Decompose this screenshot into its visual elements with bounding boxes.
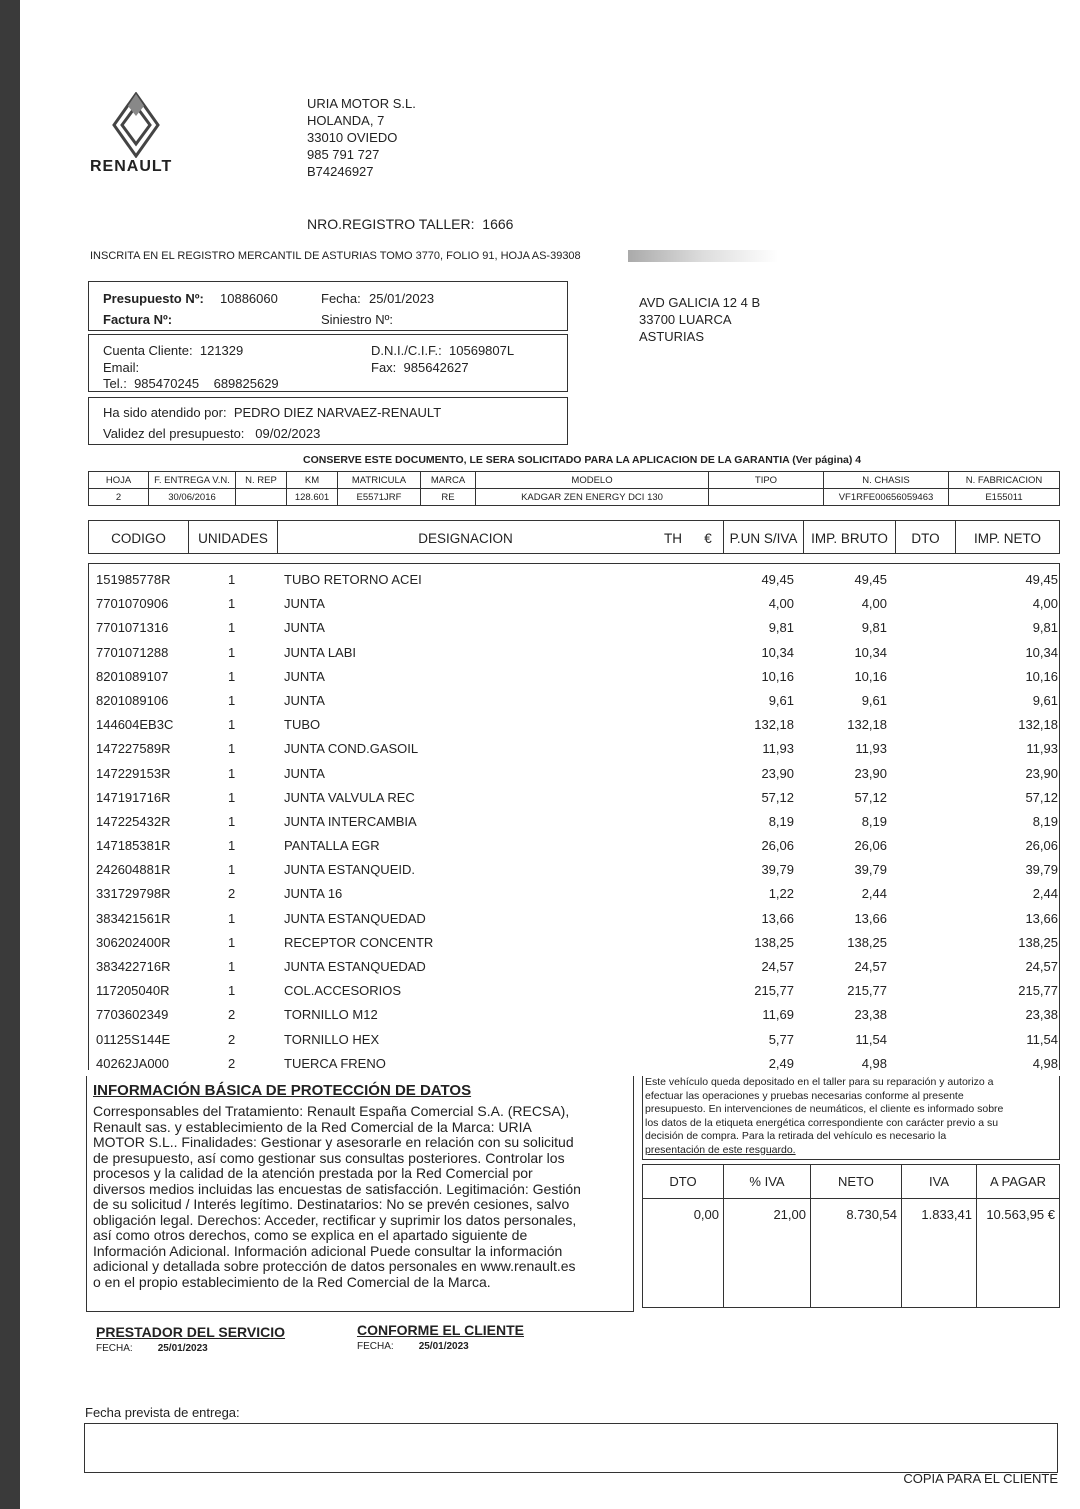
- cell-neto: 13,66: [1025, 910, 1058, 926]
- cell-pun: 11,93: [762, 741, 794, 757]
- company-line: 33010 OVIEDO: [307, 130, 398, 145]
- cliente-fecha: FECHA: 25/01/2023: [357, 1341, 469, 1352]
- table-row: [88, 882, 1060, 906]
- cell-bruto: 49,45: [854, 572, 887, 587]
- cell-pun: 4,00: [768, 596, 794, 612]
- validez: Validez del presupuesto: 09/02/2023: [103, 426, 321, 441]
- cell-neto: 4,00: [1032, 596, 1058, 612]
- items-list: [88, 568, 1060, 1076]
- company-line: B74246927: [307, 164, 374, 179]
- cell-neto: 10,16: [1025, 668, 1058, 684]
- company-line: 985 791 727: [307, 147, 380, 162]
- renault-logo: [88, 92, 188, 182]
- registro-mercantil: INSCRITA EN EL REGISTRO MERCANTIL DE ASTURIAS TOMO 3770, FOLIO 91, HOJA AS-39308: [90, 250, 581, 262]
- cell-bruto: 24,57: [854, 959, 887, 974]
- privacy-text: [93, 1104, 581, 1290]
- vehicle-value: RE: [421, 489, 476, 506]
- table-row: [88, 1003, 1060, 1027]
- cell-designacion: TUERCA FRENO: [284, 1055, 386, 1071]
- cell-designacion: JUNTA: [284, 596, 325, 612]
- vehicle-header: F. ENTREGA V.N.: [149, 472, 236, 489]
- totals-header: DTO: [643, 1165, 724, 1199]
- cell-unidades: 1: [228, 692, 236, 708]
- cell-bruto: 8,19: [861, 813, 887, 829]
- cell-designacion: TUBO RETORNO ACEI: [284, 572, 422, 587]
- cell-unidades: 1: [228, 717, 236, 733]
- totals-header: NETO: [811, 1165, 902, 1199]
- invoice-page: [20, 0, 1080, 1509]
- cell-unidades: 1: [228, 668, 236, 684]
- cell-designacion: COL.ACCESORIOS: [284, 983, 402, 999]
- table-row: [88, 568, 1060, 592]
- cell-designacion: TUBO: [284, 717, 321, 733]
- fecha-value: 25/01/2023: [369, 291, 435, 306]
- entrega-label: Fecha prevista de entrega:: [85, 1405, 240, 1420]
- cell-bruto: 11,54: [855, 1031, 887, 1047]
- renault-diamond-icon: [106, 92, 166, 158]
- cell-codigo: 7701071316: [96, 620, 169, 636]
- cell-neto: 138,25: [1018, 934, 1058, 950]
- cell-neto: 11,93: [1026, 741, 1058, 757]
- vehicle-header: N. FABRICACION: [949, 472, 1060, 489]
- fax: Fax: 985642627: [371, 360, 469, 375]
- totals-iva-pct: 21,00: [724, 1199, 811, 1308]
- cell-designacion: JUNTA ESTANQUEDAD: [284, 910, 426, 926]
- totals-dto: 0,00: [643, 1199, 724, 1308]
- cell-unidades: 1: [228, 765, 236, 781]
- cell-designacion: RECEPTOR CONCENTR: [284, 934, 434, 950]
- prestador-fecha: FECHA: 25/01/2023: [96, 1343, 208, 1354]
- privacy-line: Información Adicional. Información adicional Puede consultar la información: [93, 1242, 563, 1259]
- cell-designacion: JUNTA ESTANQUEDAD: [284, 959, 426, 974]
- brand-name: RENAULT: [90, 158, 173, 175]
- totals-header: % IVA: [724, 1165, 811, 1199]
- cell-unidades: 1: [228, 741, 236, 757]
- cell-neto: 49,45: [1025, 572, 1058, 587]
- deposit-line: Este vehículo queda depositado en el taller para su reparación y autorizo a: [645, 1076, 994, 1088]
- cell-unidades: 2: [228, 1031, 236, 1047]
- cell-pun: 1,22: [768, 886, 794, 902]
- atendido-por: Ha sido atendido por: PEDRO DIEZ NARVAEZ-RENAULT: [103, 405, 442, 420]
- cell-codigo: 147229153R: [96, 765, 171, 781]
- cell-unidades: 2: [228, 1055, 236, 1071]
- table-row: [88, 713, 1060, 737]
- privacy-line: obligación legal. Derechos: Acceder, rectificar y suprimir los datos personales,: [93, 1211, 577, 1228]
- totals-a-pagar: 10.563,95 €: [977, 1199, 1060, 1308]
- dni: D.N.I./C.I.F.: 10569807L: [371, 343, 515, 358]
- vehicle-header: HOJA: [89, 472, 149, 489]
- company-line: HOLANDA, 7: [307, 113, 385, 128]
- cell-unidades: 1: [228, 838, 236, 854]
- cell-neto: 24,57: [1025, 959, 1058, 974]
- privacy-line: de su solicitud / Interés legítimo. Destinatarios: No se prevén cesiones, salvo: [93, 1196, 570, 1212]
- siniestro-label: Siniestro Nº:: [321, 312, 393, 327]
- cell-neto: 8,19: [1032, 813, 1058, 829]
- deposit-line: presentación de este resguardo.: [645, 1143, 796, 1156]
- cell-codigo: 40262JA000: [96, 1055, 170, 1071]
- cell-pun: 39,79: [761, 862, 794, 878]
- cell-bruto: 13,66: [854, 910, 887, 926]
- presupuesto-label: Presupuesto Nº:: [103, 291, 204, 306]
- cell-neto: 23,38: [1025, 1007, 1058, 1023]
- table-row: [88, 689, 1060, 713]
- cell-bruto: 26,06: [854, 838, 887, 854]
- company-block: [307, 95, 416, 180]
- cell-neto: 23,90: [1025, 765, 1058, 781]
- cell-pun: 9,81: [768, 620, 794, 636]
- deposit-line: decisión de compra. Para la retirada del vehículo es necesario la: [645, 1130, 947, 1142]
- cell-neto: 39,79: [1025, 862, 1058, 878]
- cell-bruto: 10,16: [854, 668, 887, 684]
- totals-header: A PAGAR: [977, 1165, 1060, 1199]
- cell-pun: 26,06: [761, 838, 794, 854]
- table-row: [88, 641, 1060, 665]
- vehicle-value: E155011: [949, 489, 1060, 506]
- cell-codigo: 147191716R: [96, 789, 171, 805]
- cell-bruto: 39,79: [854, 862, 887, 878]
- cell-designacion: JUNTA INTERCAMBIA: [284, 813, 417, 829]
- totals-value-row: [643, 1199, 1060, 1308]
- cell-designacion: TORNILLO M12: [284, 1007, 378, 1023]
- cell-neto: 132,18: [1018, 717, 1058, 733]
- privacy-line: MOTOR S.L.. Finalidades: Gestionar y asesorarle en relación con su solicitud: [93, 1134, 574, 1150]
- cell-bruto: 9,81: [861, 620, 887, 636]
- cell-unidades: 1: [228, 959, 236, 974]
- fecha-label: Fecha:: [321, 291, 361, 306]
- cell-pun: 10,16: [761, 668, 794, 684]
- deposit-note: [645, 1076, 1003, 1157]
- header-pun: P.UN S/IVA: [723, 521, 803, 553]
- cell-bruto: 132,18: [847, 717, 887, 733]
- table-row: [88, 786, 1060, 810]
- vehicle-header-row: [89, 472, 1060, 489]
- cell-designacion: JUNTA 16: [284, 886, 343, 902]
- table-row: [88, 665, 1060, 689]
- cell-unidades: 1: [228, 910, 236, 926]
- cell-designacion: PANTALLA EGR: [284, 838, 380, 854]
- cell-bruto: 138,25: [847, 934, 887, 950]
- privacy-line: Corresponsables del Tratamiento: Renault España Comercial S.A. (RECSA),: [93, 1103, 570, 1119]
- cell-unidades: 1: [228, 620, 236, 636]
- header-th: TH: [664, 531, 682, 546]
- cell-pun: 215,77: [754, 983, 794, 999]
- cell-neto: 9,81: [1032, 620, 1058, 636]
- cell-designacion: JUNTA: [284, 620, 325, 636]
- company-line: URIA MOTOR S.L.: [307, 96, 416, 111]
- cell-codigo: 144604EB3C: [96, 717, 174, 733]
- table-row: [88, 931, 1060, 955]
- cell-pun: 11,69: [762, 1007, 794, 1023]
- cell-neto: 2,44: [1032, 886, 1058, 902]
- cell-codigo: 117205040R: [96, 983, 170, 999]
- cliente-label: CONFORME EL CLIENTE: [357, 1322, 524, 1338]
- table-row: [88, 762, 1060, 786]
- cell-codigo: 7703602349: [96, 1007, 169, 1023]
- cell-neto: 9,61: [1032, 692, 1058, 708]
- cell-unidades: 1: [228, 789, 236, 805]
- cell-designacion: JUNTA COND.GASOIL: [284, 741, 419, 757]
- cell-pun: 23,90: [761, 765, 794, 781]
- cell-pun: 49,45: [761, 572, 794, 587]
- cell-codigo: 147225432R: [96, 813, 171, 829]
- cell-neto: 11,54: [1026, 1031, 1058, 1047]
- cell-codigo: 306202400R: [96, 934, 171, 950]
- vehicle-header: N. REP: [236, 472, 287, 489]
- cell-unidades: 1: [228, 813, 236, 829]
- email-label: Email:: [103, 360, 140, 375]
- table-row: [88, 810, 1060, 834]
- vehicle-value: E5571JRF: [338, 489, 421, 506]
- privacy-line: así como otros derechos, como se explica en el apartado siguiente de: [93, 1227, 528, 1243]
- header-bruto: IMP. BRUTO: [803, 521, 895, 553]
- cell-pun: 13,66: [761, 910, 794, 926]
- cell-pun: 9,61: [768, 692, 794, 708]
- header-designacion: DESIGNACION: [277, 521, 653, 553]
- registro-taller: NRO.REGISTRO TALLER: 1666: [307, 216, 514, 232]
- privacy-line: o en el propio establecimiento de la Red Comercial de la Marca.: [93, 1273, 491, 1290]
- table-row: [88, 955, 1060, 979]
- vehicle-header: MARCA: [421, 472, 476, 489]
- cell-pun: 2,49: [768, 1055, 794, 1071]
- vehicle-table: [88, 471, 1060, 506]
- table-row: [88, 737, 1060, 761]
- cell-codigo: 8201089106: [96, 692, 169, 708]
- factura-label: Factura Nº:: [103, 312, 173, 327]
- table-row: [88, 616, 1060, 640]
- cell-codigo: 383422716R: [96, 959, 171, 974]
- header-codigo: CODIGO: [111, 531, 166, 546]
- privacy-line: procesos y la calidad de la atención prestada por la Red Comercial por: [93, 1165, 533, 1181]
- address-line: 33700 LUARCA: [639, 312, 732, 327]
- cell-neto: 57,12: [1025, 789, 1058, 805]
- totals-neto: 8.730,54: [811, 1199, 902, 1308]
- cell-neto: 10,34: [1025, 644, 1058, 660]
- redacted-area: [628, 250, 778, 262]
- vehicle-header: N. CHASIS: [824, 472, 949, 489]
- presupuesto-box: [88, 281, 568, 331]
- privacy-line: diversos medios incluidas las encuestas de satisfacción. Legitimación: Gestión: [93, 1180, 581, 1197]
- copia-cliente: COPIA PARA EL CLIENTE: [903, 1471, 1058, 1486]
- cell-bruto: 9,61: [861, 692, 887, 708]
- privacy-line: Renault sas. y establecimiento de la Red Comercial de la Marca: URIA: [93, 1118, 532, 1135]
- cell-unidades: 1: [228, 572, 236, 587]
- header-unidades: UNIDADES: [188, 521, 277, 553]
- vehicle-value-row: [89, 489, 1060, 506]
- cell-bruto: 2,44: [861, 886, 887, 902]
- cell-codigo: 151985778R: [96, 572, 171, 587]
- vehicle-value: 30/06/2016: [149, 489, 236, 506]
- cell-codigo: 01125S144E: [96, 1031, 171, 1047]
- cell-codigo: 242604881R: [96, 862, 171, 878]
- cell-designacion: TORNILLO HEX: [284, 1031, 380, 1047]
- cell-unidades: 1: [228, 862, 236, 878]
- cell-bruto: 11,93: [855, 741, 887, 757]
- cliente-box: [88, 334, 568, 392]
- totals-header: IVA: [902, 1165, 977, 1199]
- vehicle-value: 2: [89, 489, 149, 506]
- atencion-box: [88, 397, 568, 445]
- vehicle-header: KM: [287, 472, 338, 489]
- cell-designacion: JUNTA LABI: [284, 644, 357, 660]
- table-row: [88, 1052, 1060, 1076]
- table-row: [88, 907, 1060, 931]
- vehicle-value: [709, 489, 824, 506]
- cell-pun: 57,12: [761, 789, 794, 805]
- deposit-line: presupuesto. En intervenciones de neumáticos, el cliente es informado sobre: [645, 1103, 1004, 1115]
- prestador-label: PRESTADOR DEL SERVICIO: [96, 1324, 286, 1340]
- conserve-notice: CONSERVE ESTE DOCUMENTO, LE SERA SOLICITADO PARA LA APLICACION DE LA GARANTIA (Ver página) 4: [303, 454, 862, 466]
- totals-table: [642, 1164, 1060, 1308]
- vehicle-value: 128.601: [287, 489, 338, 506]
- cell-pun: 5,77: [768, 1031, 794, 1047]
- privacy-box: [86, 1076, 634, 1312]
- cell-designacion: JUNTA VALVULA REC: [284, 789, 415, 805]
- cell-designacion: JUNTA: [284, 692, 325, 708]
- cell-codigo: 331729798R: [96, 886, 171, 902]
- cell-pun: 8,19: [768, 813, 794, 829]
- privacy-line: adicional y detallada sobre protección de datos personales en www.renault.es: [93, 1258, 576, 1274]
- cell-pun: 138,25: [754, 934, 794, 950]
- cell-designacion: JUNTA: [284, 668, 325, 684]
- presupuesto-number: 10886060: [220, 291, 278, 306]
- totals-iva: 1.833,41: [902, 1199, 977, 1308]
- table-row: [88, 979, 1060, 1003]
- cell-codigo: 7701070906: [96, 596, 169, 612]
- cell-bruto: 215,77: [847, 983, 887, 999]
- entrega-box: [84, 1423, 1058, 1473]
- address-line: AVD GALICIA 12 4 B: [639, 295, 761, 310]
- cell-codigo: 147185381R: [96, 838, 171, 854]
- totals-header-row: [643, 1165, 1060, 1199]
- cell-codigo: 147227589R: [96, 741, 171, 757]
- cell-unidades: 1: [228, 934, 236, 950]
- cell-pun: 10,34: [761, 644, 794, 660]
- cell-bruto: 23,90: [854, 765, 887, 781]
- cell-neto: 26,06: [1025, 838, 1058, 854]
- vehicle-header: MODELO: [476, 472, 709, 489]
- cell-unidades: 1: [228, 596, 236, 612]
- privacy-line: de presupuesto, así como gestionar sus consultas posteriores. Controlar los: [93, 1149, 565, 1166]
- items-header: [88, 520, 1060, 554]
- vehicle-value: VF1RFE00656059463: [824, 489, 949, 506]
- deposit-note-box: [642, 1076, 1060, 1160]
- cell-bruto: 4,98: [861, 1055, 887, 1071]
- address-line: ASTURIAS: [639, 329, 705, 344]
- cell-codigo: 383421561R: [96, 910, 171, 926]
- deposit-line: los datos de la etiqueta energética correspondiente con carácter previo a su: [645, 1116, 999, 1129]
- vehicle-header: MATRICULA: [338, 472, 421, 489]
- vehicle-value: KADGAR ZEN ENERGY DCI 130: [476, 489, 709, 506]
- privacy-title: INFORMACIÓN BÁSICA DE PROTECCIÓN DE DATOS: [93, 1082, 472, 1099]
- table-row: [88, 1028, 1060, 1052]
- cell-pun: 132,18: [754, 717, 794, 733]
- cell-unidades: 2: [228, 886, 236, 902]
- header-dto: DTO: [895, 521, 955, 553]
- cuenta-cliente: Cuenta Cliente: 121329: [103, 343, 244, 358]
- cell-unidades: 2: [228, 1007, 236, 1023]
- cell-bruto: 57,12: [854, 789, 887, 805]
- cell-unidades: 1: [228, 644, 236, 660]
- cell-neto: 215,77: [1018, 983, 1058, 999]
- table-row: [88, 858, 1060, 882]
- cell-designacion: JUNTA: [284, 765, 325, 781]
- table-row: [88, 592, 1060, 616]
- header-euro: €: [704, 531, 712, 546]
- cell-neto: 4,98: [1032, 1055, 1058, 1071]
- cell-codigo: 8201089107: [96, 668, 169, 684]
- deposit-line: efectuar las operaciones y pruebas necesarias conforme al presente: [645, 1089, 964, 1102]
- cell-designacion: JUNTA ESTANQUEID.: [284, 862, 415, 878]
- client-address: [639, 294, 760, 345]
- cell-bruto: 10,34: [854, 644, 887, 660]
- cell-bruto: 23,38: [854, 1007, 887, 1023]
- cell-pun: 24,57: [761, 959, 794, 974]
- telefono: Tel.: 985470245 689825629: [103, 376, 279, 391]
- cell-bruto: 4,00: [861, 596, 887, 612]
- table-row: [88, 834, 1060, 858]
- cell-unidades: 1: [228, 983, 236, 999]
- vehicle-header: TIPO: [709, 472, 824, 489]
- header-neto: IMP. NETO: [955, 521, 1059, 553]
- cell-codigo: 7701071288: [96, 644, 169, 660]
- vehicle-value: [236, 489, 287, 506]
